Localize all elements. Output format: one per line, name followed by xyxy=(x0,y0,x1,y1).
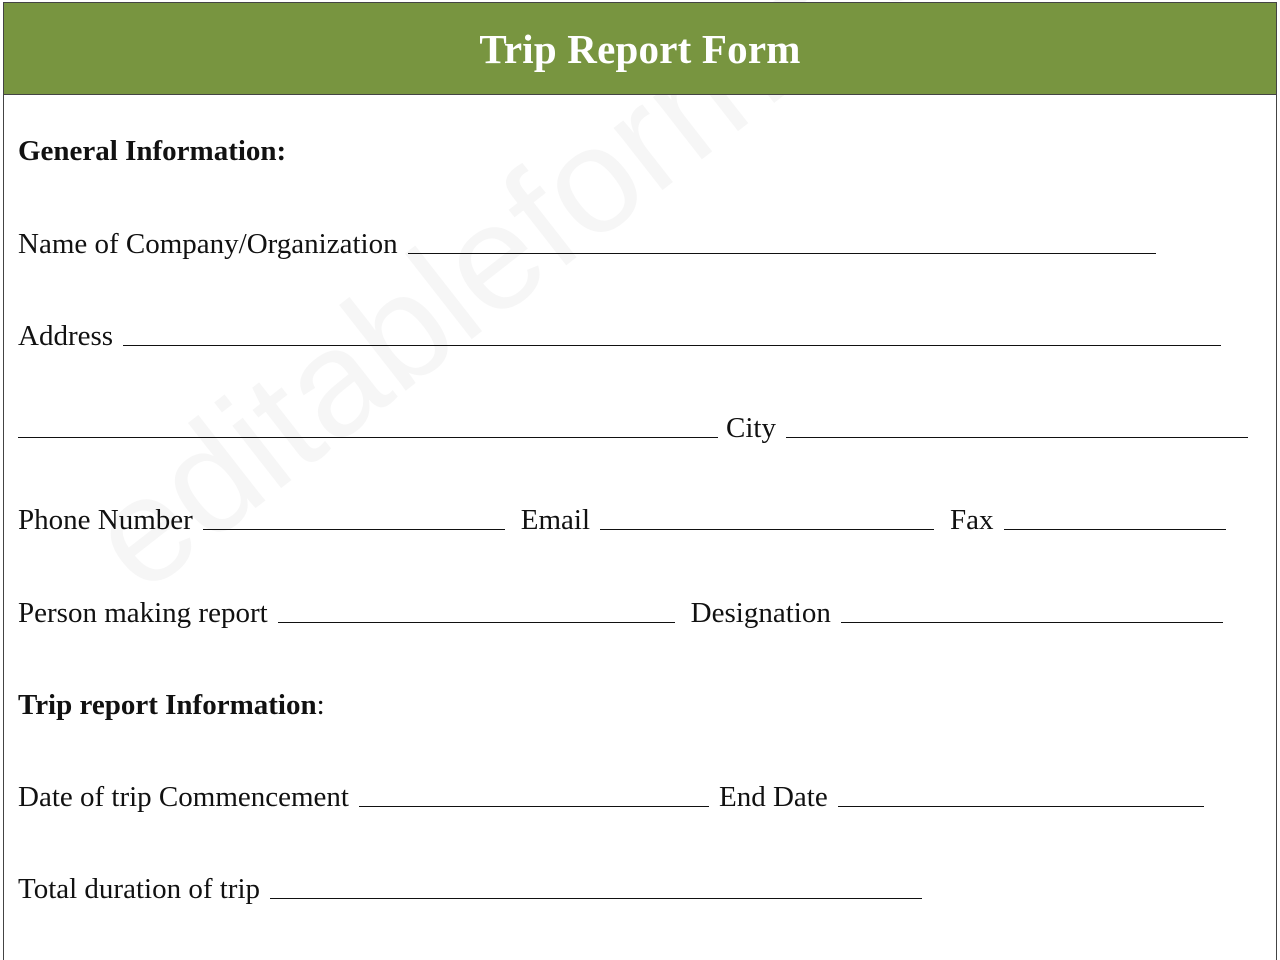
general-info-heading: General Information: xyxy=(18,135,287,167)
end-date-field[interactable] xyxy=(838,805,1204,807)
address-row xyxy=(18,317,1262,353)
start-date-label: Date of trip Commencement xyxy=(18,781,349,813)
trip-info-heading: Trip report Information xyxy=(18,689,317,721)
duration-field[interactable] xyxy=(270,897,922,899)
address-line-2-field[interactable] xyxy=(18,436,718,438)
end-date-label: End Date xyxy=(718,781,828,813)
address-city-row xyxy=(18,409,1262,445)
form-header xyxy=(3,2,1277,95)
contact-row xyxy=(18,501,1262,537)
address-label: Address xyxy=(18,320,114,352)
fax-field[interactable] xyxy=(1004,528,1226,530)
email-field[interactable] xyxy=(600,528,934,530)
general-heading-row xyxy=(18,132,1262,168)
phone-label: Phone Number xyxy=(18,504,193,536)
duration-row xyxy=(18,870,1262,906)
company-field[interactable] xyxy=(408,252,1156,254)
reporter-row xyxy=(18,594,1262,630)
email-label: Email xyxy=(520,504,591,536)
fax-label: Fax xyxy=(950,504,994,536)
designation-label: Designation xyxy=(690,597,831,629)
phone-field[interactable] xyxy=(203,528,505,530)
person-field[interactable] xyxy=(278,621,675,623)
duration-label: Total duration of trip xyxy=(18,873,260,905)
company-label: Name of Company/Organization xyxy=(18,228,398,260)
dates-row xyxy=(18,778,1262,814)
designation-field[interactable] xyxy=(841,621,1223,623)
form-title: Trip Report Form xyxy=(479,25,801,72)
address-field[interactable] xyxy=(123,344,1221,346)
company-row xyxy=(18,225,1262,261)
trip-heading-colon: : xyxy=(316,689,325,721)
start-date-field[interactable] xyxy=(359,805,709,807)
trip-heading-row xyxy=(18,686,1262,722)
city-field[interactable] xyxy=(786,436,1248,438)
person-label: Person making report xyxy=(18,597,268,629)
city-label: City xyxy=(726,412,776,444)
